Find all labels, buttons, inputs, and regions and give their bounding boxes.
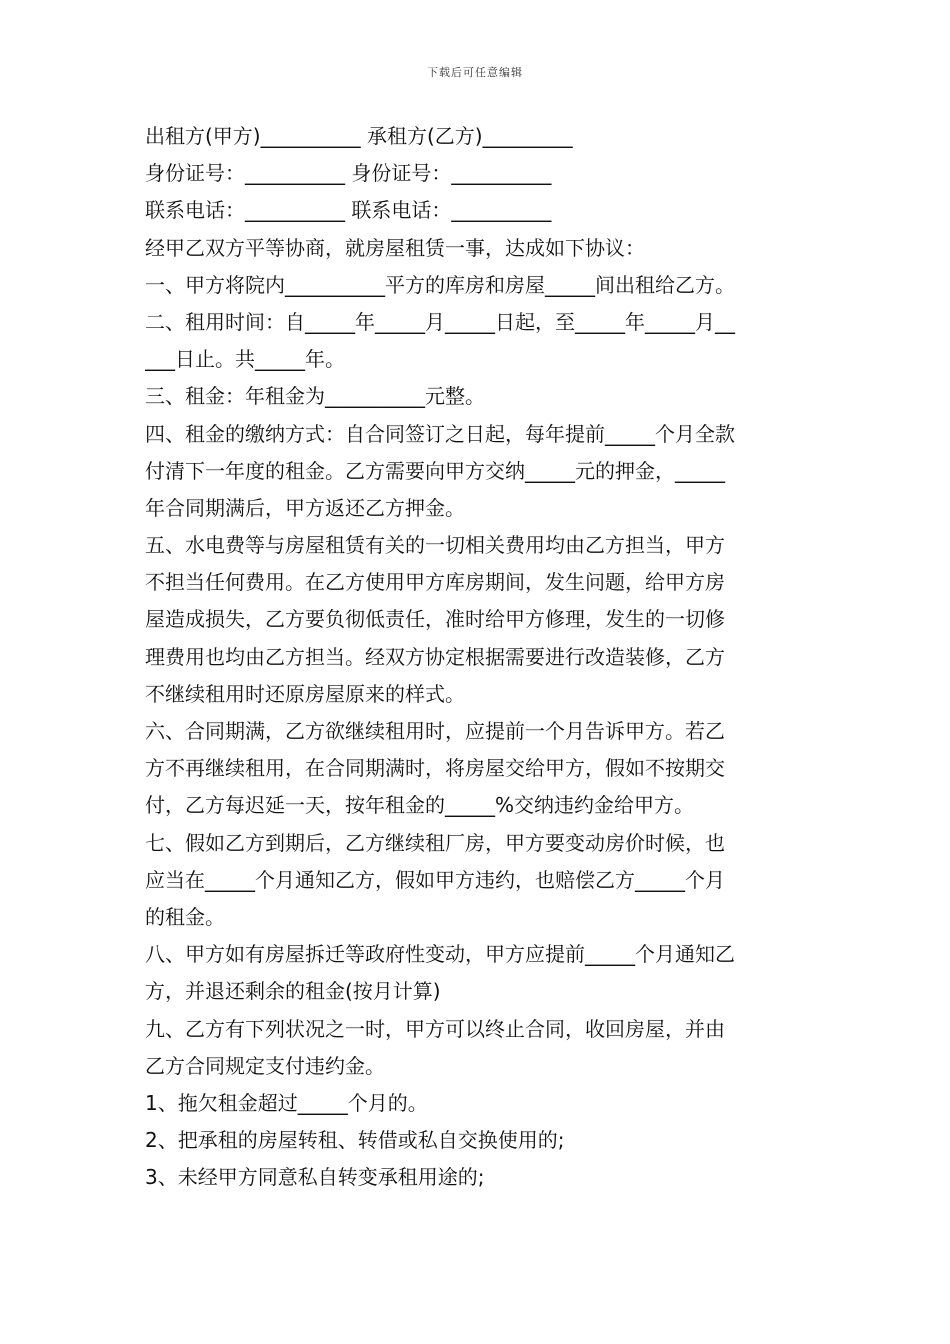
text-line: 出租方(甲方)__________ 承租方(乙方)_________ [145,124,573,148]
text-line: ___日止。共_____年。 [145,347,345,372]
text-line: 付，乙方每迟延一天，按年租金的_____%交纳违约金给甲方。 [145,793,695,818]
text-line: 方，并退还剩余的租金(按月计算) [145,979,441,1004]
text-line: 五、水电费等与房屋租赁有关的一切相关费用均由乙方担当，甲方 [145,533,725,558]
text-line: 八、甲方如有房屋拆迁等政府性变动，甲方应提前_____个月通知乙 [145,942,735,967]
text-line: 应当在_____个月通知乙方，假如甲方违约，也赔偿乙方_____个月 [145,867,725,892]
text-line: 3、未经甲方同意私自转变承租用途的; [145,1165,485,1190]
text-line: 不担当任何费用。在乙方使用甲方库房期间，发生问题，给甲方房 [145,570,725,595]
text-line: 1、拖欠租金超过_____个月的。 [145,1090,428,1115]
text-line: 身份证号：__________ 身份证号：__________ [145,161,552,186]
text-line: 七、假如乙方到期后，乙方继续租厂房，甲方要变动房价时候，也 [145,830,725,855]
text-line: 经甲乙双方平等协商，就房屋租赁一事，达成如下协议： [145,235,645,260]
text-line: 理费用也均由乙方担当。经双方协定根据需要进行改造装修，乙方 [145,644,725,669]
text-line: 付清下一年度的租金。乙方需要向甲方交纳_____元的押金，_____ [145,458,725,483]
text-line: 一、甲方将院内__________平方的库房和房屋_____间出租给乙方。 [145,272,735,297]
text-line: 的租金。 [145,904,225,929]
text-line: 2、把承租的房屋转租、转借或私自交换使用的; [145,1128,565,1153]
text-line: 二、租用时间：自_____年_____月_____日起，至_____年_____月__ [145,309,735,334]
text-line: 三、租金：年租金为__________元整。 [145,384,485,409]
text-line: 九、乙方有下列状况之一时，甲方可以终止合同，收回房屋，并由 [145,1016,725,1041]
text-line: 四、租金的缴纳方式：自合同签订之日起，每年提前_____个月全款 [145,421,735,446]
text-line: 乙方合同规定支付违约金。 [145,1053,385,1078]
text-line: 方不再继续租用，在合同期满时，将房屋交给甲方，假如不按期交 [145,756,725,781]
header-note: 下载后可任意编辑 [427,66,523,79]
text-line: 屋造成损失，乙方要负彻低责任，准时给甲方修理，发生的一切修 [145,607,725,632]
text-line: 不继续租用时还原房屋原来的样式。 [145,681,465,706]
text-line: 六、合同期满，乙方欲继续租用时，应提前一个月告诉甲方。若乙 [145,719,725,743]
contract-body [145,118,810,1196]
text-line: 联系电话：__________ 联系电话：__________ [145,198,552,223]
text-line: 年合同期满后，甲方返还乙方押金。 [145,495,465,520]
